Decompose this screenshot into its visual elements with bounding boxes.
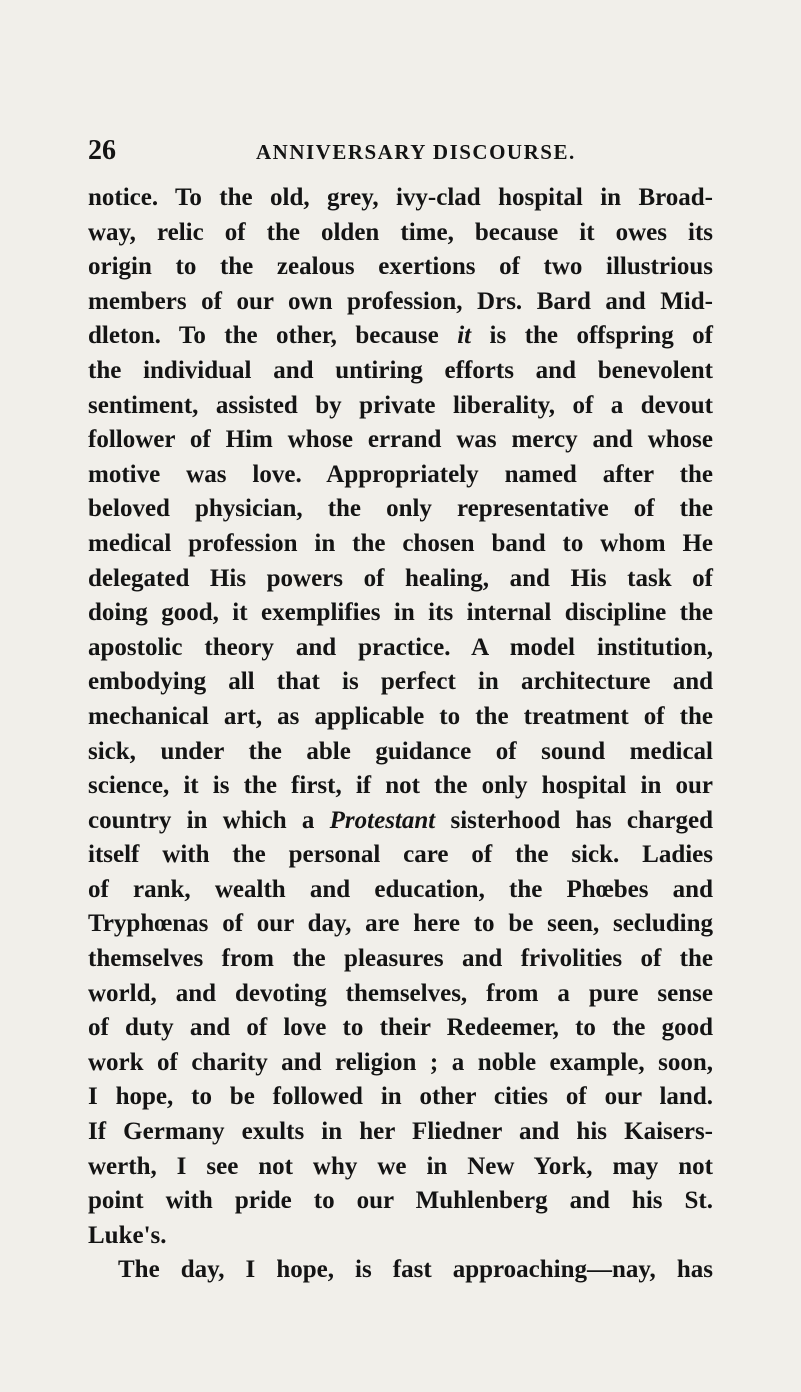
page-number: 26 bbox=[88, 135, 116, 166]
text-line: of duty and of love to their Redeemer, to the good bbox=[88, 1014, 713, 1042]
text-line: country in which a Protestant sisterhood has charged bbox=[88, 806, 713, 834]
text-line: medical profession in the chosen band to whom He bbox=[88, 529, 713, 557]
text-line: I hope, to be followed in other cities of our land. bbox=[88, 1083, 713, 1111]
text-line: doing good, it exemplifies in its internal discipline the bbox=[88, 599, 713, 627]
text-line: science, it is the first, if not the only hospital in our bbox=[88, 772, 713, 800]
running-head bbox=[88, 134, 728, 168]
text-line: apostolic theory and practice. A model institution, bbox=[88, 633, 713, 661]
text-line: embodying all that is perfect in architecture and bbox=[88, 668, 713, 696]
text-line: notice. To the old, grey, ivy-clad hospital in Broad- bbox=[88, 184, 713, 211]
text-line: dleton. To the other, because it is the offspring of bbox=[88, 322, 713, 350]
body-text bbox=[88, 181, 713, 1288]
italic-word: it bbox=[457, 322, 472, 350]
text-line: world, and devoting themselves, from a pure sense bbox=[88, 979, 713, 1007]
text-line: mechanical art, as applicable to the treatment of the bbox=[88, 702, 713, 730]
text-line: origin to the zealous exertions of two illustrious bbox=[88, 253, 713, 281]
text-line: sentiment, assisted by private liberality, of a devout bbox=[88, 391, 713, 419]
text-line: themselves from the pleasures and frivolities of the bbox=[88, 945, 713, 973]
text-line: way, relic of the olden time, because it owes its bbox=[88, 218, 713, 246]
text-line: werth, I see not why we in New York, may not bbox=[88, 1152, 713, 1180]
text-line: the individual and untiring efforts and benevolent bbox=[88, 356, 713, 384]
text-line: point with pride to our Muhlenberg and his St. bbox=[88, 1187, 713, 1215]
text-line: of rank, wealth and education, the Phœbes and bbox=[88, 875, 713, 903]
text-line: beloved physician, the only representative of the bbox=[88, 495, 713, 523]
text-line: If Germany exults in her Fliedner and his Kaisers- bbox=[88, 1118, 713, 1146]
text-line: work of charity and religion ; a noble example, soon, bbox=[88, 1048, 713, 1076]
italic-word: Protestant bbox=[329, 806, 436, 834]
text-line: sick, under the able guidance of sound medical bbox=[88, 737, 713, 765]
text-line: motive was love. Appropriately named after the bbox=[88, 460, 713, 488]
text-line: follower of Him whose errand was mercy and whose bbox=[88, 426, 713, 454]
text-line: delegated His powers of healing, and His task of bbox=[88, 564, 713, 592]
text-line: itself with the personal care of the sick. Ladies bbox=[88, 841, 713, 869]
text-line: Tryphœnas of our day, are here to be seen, secluding bbox=[88, 910, 713, 938]
text-line: Luke's. bbox=[88, 1221, 167, 1249]
running-title: ANNIVERSARY DISCOURSE. bbox=[256, 140, 576, 164]
paragraph-first-line: The day, I hope, is fast approaching—nay, has bbox=[118, 1256, 713, 1284]
text-line: members of our own profession, Drs. Bard and Mid- bbox=[88, 287, 713, 315]
